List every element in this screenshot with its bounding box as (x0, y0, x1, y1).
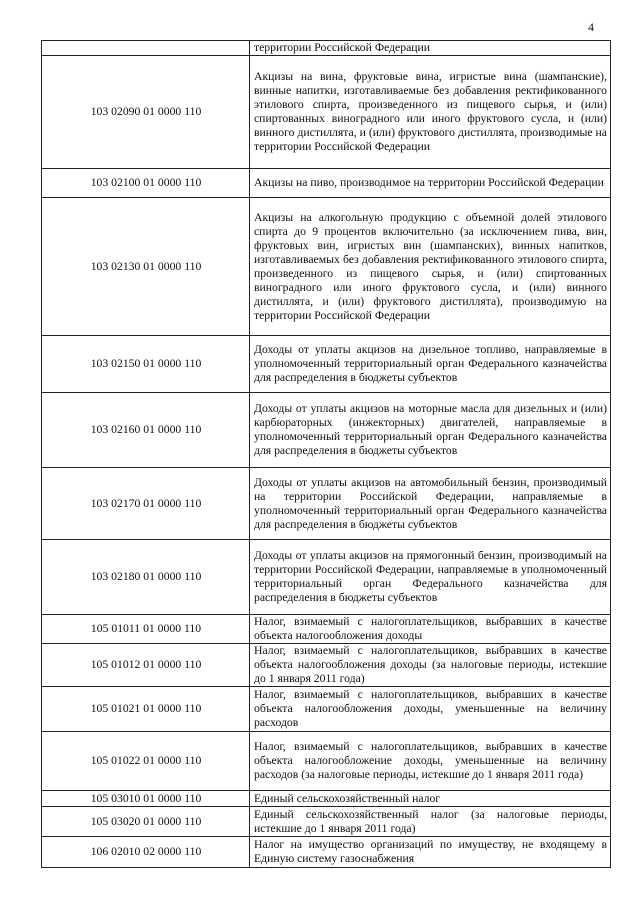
description-cell: Акцизы на вина, фруктовые вина, игристые вина (шампанские), винные напитки, изготавливаемые без добавления ректификованного этилового спирта, произведенного из пищевого сырья, и (или) спиртованных виноградного или иного фруктового сусла, и (или) винного дистиллята, и (или) фруктового дистиллята, производимые на территории Российской Федерации (250, 56, 611, 169)
table-row (42, 791, 611, 807)
table-row (42, 169, 611, 198)
code-cell: 105 03020 01 0000 110 (42, 807, 250, 837)
description-cell: Налог на имущество организаций по имуществу, не входящему в Единую систему газоснабжения (250, 837, 611, 868)
description-cell: Налог, взимаемый с налогоплательщиков, выбравших в качестве объекта налогообложение доходы, уменьшенные на величину расходов (за налоговые периоды, истекшие до 1 января 2011 года) (250, 732, 611, 791)
code-cell: 105 03010 01 0000 110 (42, 791, 250, 807)
table-row (42, 837, 611, 868)
table-row (42, 540, 611, 615)
description-cell: Налог, взимаемый с налогоплательщиков, выбравших в качестве объекта налогообложения доходы (250, 615, 611, 644)
code-cell: 103 02180 01 0000 110 (42, 540, 250, 615)
description-cell: Налог, взимаемый с налогоплательщиков, выбравших в качестве объекта налогообложения доходы, уменьшенные на величину расходов (250, 687, 611, 732)
code-cell: 105 01022 01 0000 110 (42, 732, 250, 791)
description-cell: Акцизы на алкогольную продукцию с объемной долей этилового спирта до 9 процентов включительно (за исключением пива, вин, фруктовых вин, игристых вин (шампанских), винных напитков, изготавливаемых без добавления ректификованного этилового спирта, произведенного из пищевого сырья, и (или) спиртованных виноградного или иного фруктового сусла, и (или) винного дистиллята, и (или) фруктового дистиллята), производимую на территории Российской Федерации (250, 198, 611, 336)
page-number: 4 (588, 20, 594, 34)
code-cell: 103 02090 01 0000 110 (42, 56, 250, 169)
code-cell: 106 02010 02 0000 110 (42, 837, 250, 868)
table-row (42, 615, 611, 644)
table-body (42, 41, 611, 868)
code-cell: 105 01021 01 0000 110 (42, 687, 250, 732)
code-cell: 103 02130 01 0000 110 (42, 198, 250, 336)
description-cell: Доходы от уплаты акцизов на дизельное топливо, направляемые в уполномоченный территориальный орган Федерального казначейства для распределения в бюджеты субъектов (250, 336, 611, 393)
code-cell: 103 02100 01 0000 110 (42, 169, 250, 198)
description-cell: Доходы от уплаты акцизов на прямогонный бензин, производимый на территории Российской Федерации, направляемые в уполномоченный территориальный орган Федерального казначейства для распределения в бюджеты субъектов (250, 540, 611, 615)
code-cell (42, 41, 250, 56)
table-row (42, 807, 611, 837)
code-cell: 105 01011 01 0000 110 (42, 615, 250, 644)
table-row (42, 732, 611, 791)
table-row (42, 687, 611, 732)
table-row (42, 393, 611, 468)
table-row (42, 644, 611, 687)
table-row (42, 41, 611, 56)
description-cell: Акцизы на пиво, производимое на территории Российской Федерации (250, 169, 611, 198)
table-row (42, 198, 611, 336)
table-row (42, 468, 611, 540)
budget-codes-table (41, 40, 611, 868)
description-cell: территории Российской Федерации (250, 41, 611, 56)
code-cell: 103 02170 01 0000 110 (42, 468, 250, 540)
table-row (42, 56, 611, 169)
description-cell: Налог, взимаемый с налогоплательщиков, выбравших в качестве объекта налогообложения доходы (за налоговые периоды, истекшие до 1 января 2011 года) (250, 644, 611, 687)
table-row (42, 336, 611, 393)
code-cell: 103 02150 01 0000 110 (42, 336, 250, 393)
description-cell: Единый сельскохозяйственный налог (250, 791, 611, 807)
code-cell: 105 01012 01 0000 110 (42, 644, 250, 687)
description-cell: Единый сельскохозяйственный налог (за налоговые периоды, истекшие до 1 января 2011 года) (250, 807, 611, 837)
code-cell: 103 02160 01 0000 110 (42, 393, 250, 468)
description-cell: Доходы от уплаты акцизов на автомобильный бензин, производимый на территории Российской Федерации, направляемые в уполномоченный территориальный орган Федерального казначейства для распределения в бюджеты субъектов (250, 468, 611, 540)
description-cell: Доходы от уплаты акцизов на моторные масла для дизельных и (или) карбюраторных (инжекторных) двигателей, направляемые в уполномоченный территориальный орган Федерального казначейства для распределения в бюджеты субъектов (250, 393, 611, 468)
